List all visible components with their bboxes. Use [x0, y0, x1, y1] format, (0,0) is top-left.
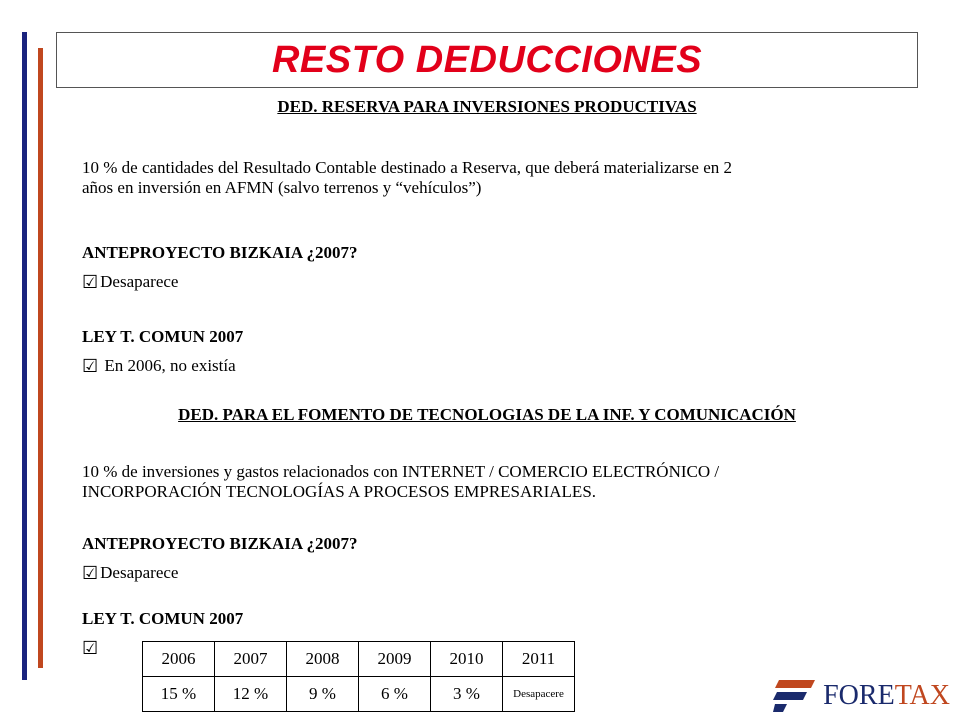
section1-ley-label: LEY T. COMUN 2007 [82, 327, 244, 346]
table-cell-year: 2009 [359, 642, 431, 677]
foretax-logo-icon [773, 678, 817, 714]
table-cell-rate: 9 % [287, 677, 359, 712]
section2-description-line2: INCORPORACIÓN TECNOLOGÍAS A PROCESOS EMPRESARIALES. [82, 482, 597, 501]
section1-description-line1: 10 % de cantidades del Resultado Contable destinado a Reserva, que deberá materializarse en 2 [82, 158, 733, 177]
left-accent-bar-orange [38, 48, 43, 668]
deduction-rate-table [142, 641, 575, 712]
left-accent-bar-blue [22, 32, 27, 680]
table-cell-rate: 6 % [359, 677, 431, 712]
table-cell-year: 2006 [143, 642, 215, 677]
table-row-rates [143, 677, 575, 712]
table-cell-year: 2011 [503, 642, 575, 677]
foretax-logo [773, 678, 950, 714]
table-row-years [143, 642, 575, 677]
table-cell-rate: 12 % [215, 677, 287, 712]
logo-text-fore: FORE [823, 680, 895, 711]
section1-anteproyecto-item [82, 272, 178, 292]
section1-description-line2: años en inversión en AFMN (salvo terrenos y “vehículos”) [82, 178, 482, 197]
section1-description [82, 158, 902, 198]
table-cell-year: 2007 [215, 642, 287, 677]
table-cell-rate: 3 % [431, 677, 503, 712]
section2-ley-item [82, 639, 100, 657]
section2-ley-label: LEY T. COMUN 2007 [82, 609, 244, 628]
page-title: RESTO DEDUCCIONES [271, 38, 703, 81]
checkbox-checked-icon: ☑ [82, 356, 99, 376]
logo-text-tax: TAX [894, 680, 950, 711]
section1-ley-item [82, 356, 236, 376]
section2-description [82, 462, 902, 502]
section2-anteproyecto-text: Desaparece [100, 563, 179, 582]
checkbox-checked-icon: ☑ [82, 272, 99, 292]
section1-heading: DED. RESERVA PARA INVERSIONES PRODUCTIVAS [277, 97, 697, 116]
table-cell-rate: Desapacere [503, 677, 575, 712]
foretax-logo-text [823, 680, 950, 712]
table-cell-year: 2008 [287, 642, 359, 677]
section2-anteproyecto-label: ANTEPROYECTO BIZKAIA ¿2007? [82, 534, 358, 553]
section2-heading: DED. PARA EL FOMENTO DE TECNOLOGIAS DE LA INF. Y COMUNICACIÓN [178, 405, 796, 424]
section1-anteproyecto-label: ANTEPROYECTO BIZKAIA ¿2007? [82, 243, 358, 262]
checkbox-checked-icon: ☑ [82, 563, 99, 583]
section2-anteproyecto-item [82, 563, 178, 583]
section1-ley-text: En 2006, no existía [100, 356, 236, 375]
section2-description-line1: 10 % de inversiones y gastos relacionados con INTERNET / COMERCIO ELECTRÓNICO / [82, 462, 720, 481]
table-cell-year: 2010 [431, 642, 503, 677]
title-box [56, 32, 918, 88]
checkbox-checked-icon: ☑ [82, 638, 99, 658]
table-cell-rate: 15 % [143, 677, 215, 712]
section1-anteproyecto-text: Desaparece [100, 272, 179, 291]
